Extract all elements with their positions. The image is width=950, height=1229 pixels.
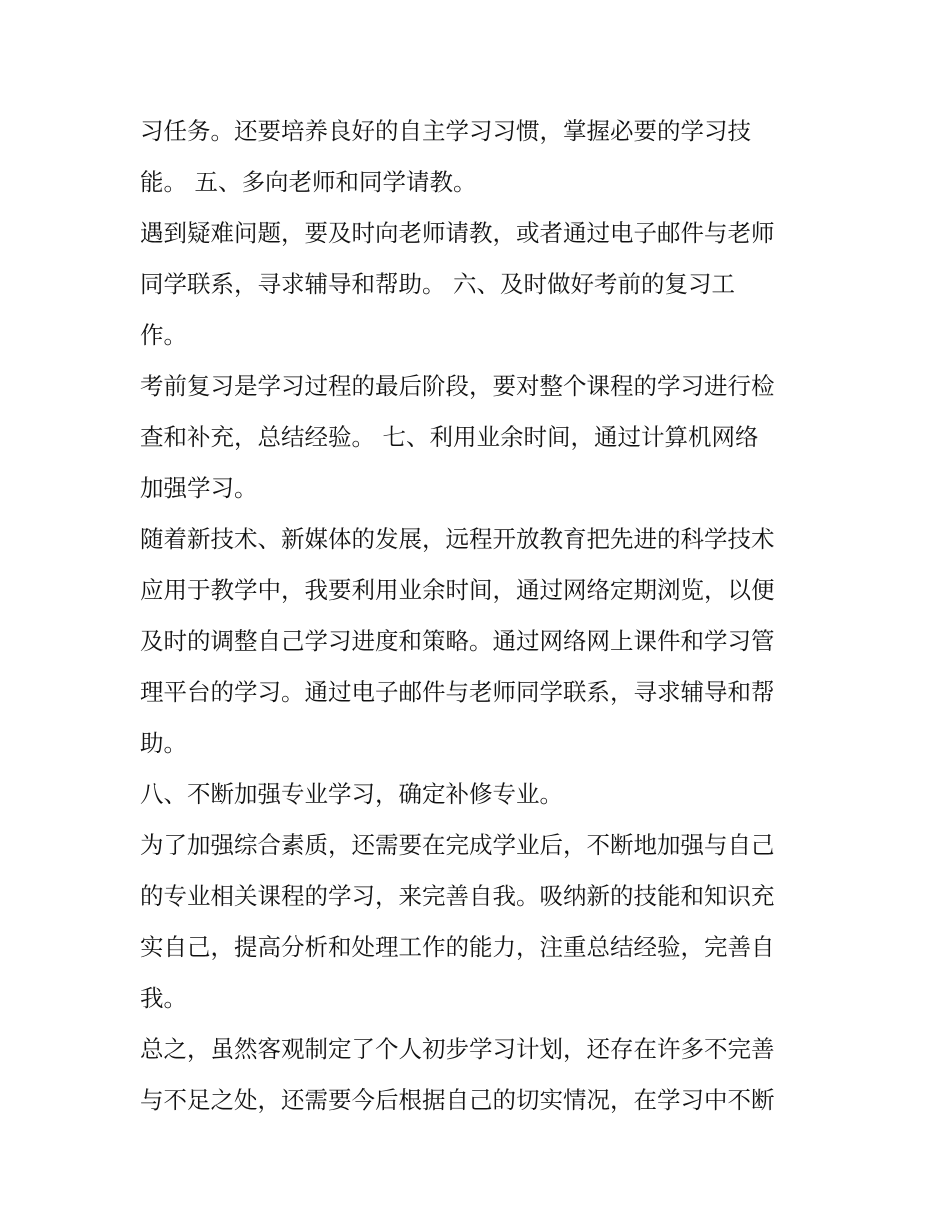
text-line: 实自己，提高分析和处理工作的能力，注重总结经验，完善自 bbox=[140, 933, 775, 961]
text-line: 作。 bbox=[140, 321, 187, 349]
text-line: 习任务。还要培养良好的自主学习习惯，掌握必要的学习技 bbox=[140, 117, 751, 145]
text-line: 及时的调整自己学习进度和策略。通过网络网上课件和学习管 bbox=[140, 627, 775, 655]
text-line: 总之，虽然客观制定了个人初步学习计划，还存在许多不完善 bbox=[140, 1035, 775, 1063]
document-body bbox=[140, 106, 820, 1126]
text-line: 的专业相关课程的学习，来完善自我。吸纳新的技能和知识充 bbox=[140, 882, 775, 910]
text-line: 应用于教学中，我要利用业余时间，通过网络定期浏览，以便 bbox=[140, 576, 775, 604]
text-line: 能。 五、多向老师和同学请教。 bbox=[140, 168, 477, 196]
text-line: 查和补充，总结经验。 七、利用业余时间，通过计算机网络 bbox=[140, 423, 759, 451]
text-line: 遇到疑难问题，要及时向老师请教，或者通过电子邮件与老师 bbox=[140, 219, 775, 247]
text-line: 八、不断加强专业学习，确定补修专业。 bbox=[140, 780, 563, 808]
text-line: 我。 bbox=[140, 984, 187, 1012]
text-line: 为了加强综合素质，还需要在完成学业后，不断地加强与自己 bbox=[140, 831, 775, 859]
text-line: 理平台的学习。通过电子邮件与老师同学联系，寻求辅导和帮 bbox=[140, 678, 775, 706]
text-line: 考前复习是学习过程的最后阶段，要对整个课程的学习进行检 bbox=[140, 372, 775, 400]
text-line: 加强学习。 bbox=[140, 474, 258, 502]
text-line: 助。 bbox=[140, 729, 187, 757]
text-line: 随着新技术、新媒体的发展，远程开放教育把先进的科学技术 bbox=[140, 525, 775, 553]
text-line: 同学联系，寻求辅导和帮助。 六、及时做好考前的复习工 bbox=[140, 270, 735, 298]
text-line: 与不足之处，还需要今后根据自己的切实情况，在学习中不断 bbox=[140, 1086, 775, 1114]
